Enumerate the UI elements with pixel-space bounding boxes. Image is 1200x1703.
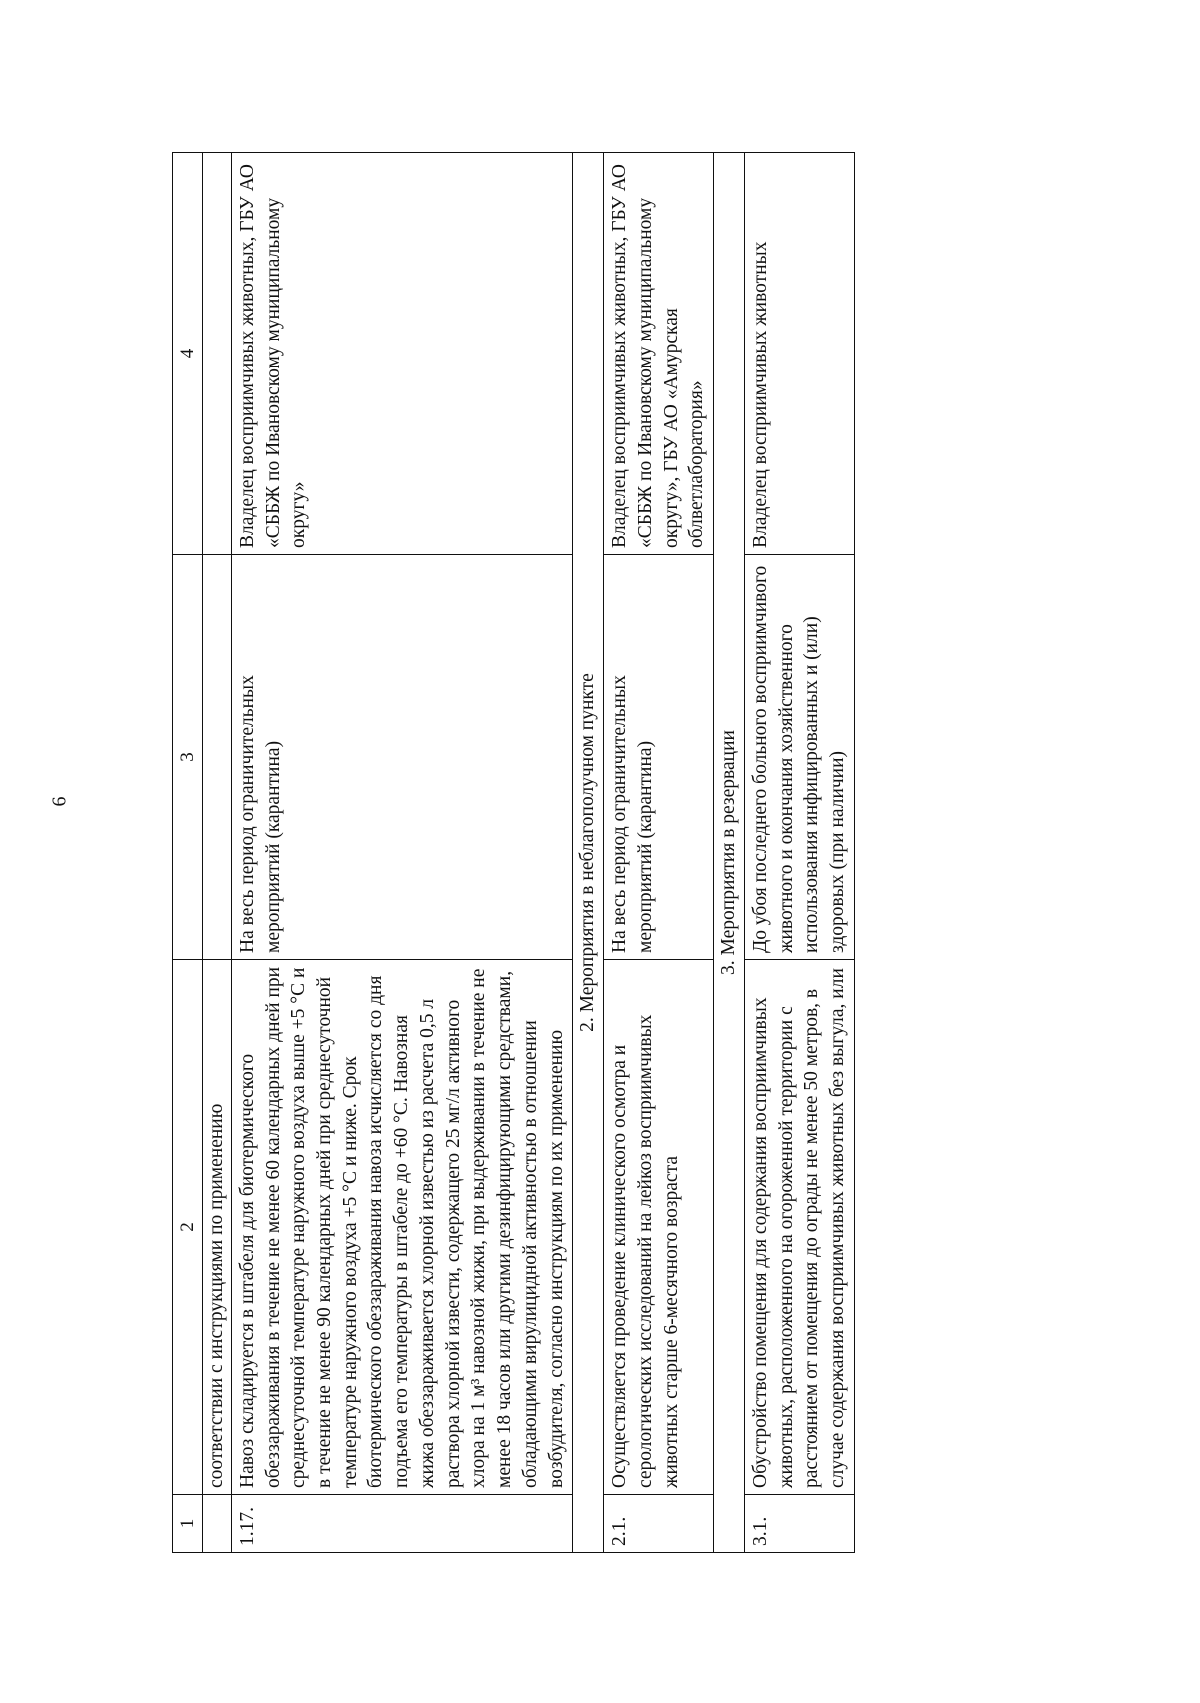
table-row [231,153,573,1553]
continuation-num [203,1495,232,1553]
header-col-2: 2 [173,960,203,1495]
header-col-1: 1 [173,1495,203,1553]
row-measure: Обустройство помещения для содержания восприимчивых животных, расположенного на огороженной территории с расстоянием от помещения до ограды не менее 50 метров, в случае содержания восприимчивых животных без выгула, или [744,960,854,1495]
header-row [173,153,203,1553]
row-period: На весь период ограничительных мероприятий (карантина) [604,555,714,960]
section-3-title: 3. Мероприятия в резервации [714,153,745,1553]
header-col-3: 3 [173,555,203,960]
row-measure: Осуществляется проведение клинического осмотра и серологических исследований на лейкоз восприимчивых животных старше 6-месячного возраста [604,960,714,1495]
row-responsible: Владелец восприимчивых животных [744,153,854,555]
row-period: До убоя последнего больного восприимчивого животного и окончания хозяйственного использования инфицированных и (или) здоровых (при наличии) [744,555,854,960]
row-number: 1.17. [231,1495,573,1553]
page-number: 6 [48,796,71,807]
section-3-header [714,153,745,1553]
row-measure: Навоз складируется в штабеля для биотермического обеззараживания в течение не менее 60 календарных дней при среднесуточной температуре наружного воздуха выше +5 °С и в течение не менее 90 календарных дней при среднесуточной температуре наружного воздуха +5 °С и ниже. Срок биотермического обеззараживания навоза исчисляется со дня подъема его температуры в штабеле до +60 °С. Навозная жижа обеззараживается хлорной известью из расчета 0,5 л раствора хлорной извести, содержащего 25 мг/л активного хлора на 1 м³ навозной жижи, при выдерживании в течение не менее 18 часов или другими дезинфицирующими средствами, обладающими вирулицидной активностью в отношении возбудителя, согласно инструкциям по их применению [231,960,573,1495]
measures-table [172,152,855,1553]
section-2-title: 2. Мероприятия в неблагополучном пункте [573,153,604,1553]
row-responsible: Владелец восприимчивых животных, ГБУ АО «СББЖ по Ивановскому муниципальному округу», ГБУ АО «Амурская облветлаборатория» [604,153,714,555]
continuation-responsible [203,153,232,555]
continuation-text: соответствии с инструкциями по применению [203,960,232,1495]
continuation-row [203,153,232,1553]
continuation-period [203,555,232,960]
row-period: На весь период ограничительных мероприятий (карантина) [231,555,573,960]
header-col-4: 4 [173,153,203,555]
rotated-page [172,153,1142,1553]
table-row [744,153,854,1553]
section-2-header [573,153,604,1553]
row-number: 2.1. [604,1495,714,1553]
row-responsible: Владелец восприимчивых животных, ГБУ АО «СББЖ по Ивановскому муниципальному округу» [231,153,573,555]
row-number: 3.1. [744,1495,854,1553]
table-row [604,153,714,1553]
